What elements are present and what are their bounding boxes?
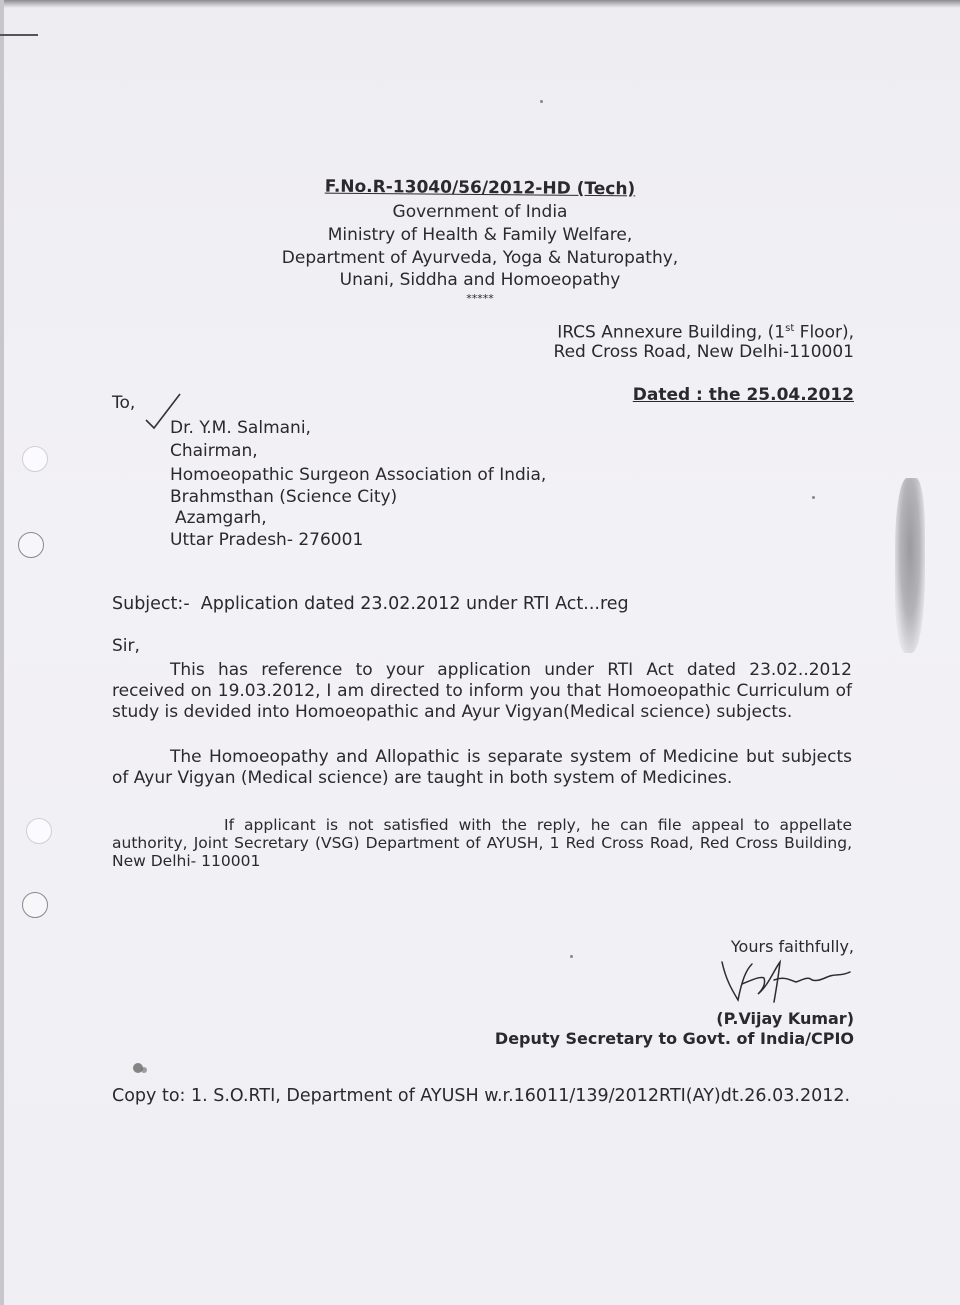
corner-mark bbox=[0, 34, 38, 36]
header-line-3: Department of Ayurveda, Yoga & Naturopathy, bbox=[281, 248, 679, 268]
punch-hole bbox=[26, 818, 52, 844]
file-number: F.No.R-13040/56/2012-HD (Tech) bbox=[324, 176, 636, 200]
subject-label: Subject:- bbox=[112, 594, 190, 614]
letter-date: Dated : the 25.04.2012 bbox=[632, 385, 854, 405]
copy-to: Copy to: 1. S.O.RTI, Department of AYUSH w.r.16011/139/2012RTI(AY)dt.26.03.2012. bbox=[112, 1086, 851, 1106]
recipient-line-1: Dr. Y.M. Salmani, bbox=[170, 418, 311, 438]
recipient-line-4: Brahmsthan (Science City) bbox=[170, 487, 398, 507]
body-paragraph-1: This has reference to your application under RTI Act dated 23.02..2012 received on 19.03.2012, I am directed to inform you that Homoeopathic Curriculum of study is devided into Homoeopathic and Ayur Vigyan(Medical science) subjects. bbox=[112, 660, 852, 722]
recipient-line-2: Chairman, bbox=[170, 441, 258, 461]
office-address-line1: IRCS Annexure Building, (1st Floor), bbox=[557, 322, 854, 343]
office-address-line2: Red Cross Road, New Delhi-110001 bbox=[553, 342, 854, 362]
body-paragraph-3: If applicant is not satisfied with the reply, he can file appeal to appellate authority, Joint Secretary (VSG) Department of AYUSH, 1 Red Cross Road, Red Cross Building, New Delhi- 110001 bbox=[112, 816, 852, 870]
body-paragraph-2: The Homoeopathy and Allopathic is separate system of Medicine but subjects of Ayur Vigyan (Medical science) are taught in both system of Medicines. bbox=[112, 747, 852, 788]
recipient-line-6: Uttar Pradesh- 276001 bbox=[170, 530, 364, 550]
recipient-line-3: Homoeopathic Surgeon Association of India, bbox=[170, 465, 547, 485]
ink-mark-icon bbox=[124, 1058, 156, 1082]
scan-top-edge bbox=[0, 0, 960, 8]
header-line-1: Government of India bbox=[392, 202, 568, 222]
subject-line bbox=[112, 594, 629, 615]
scan-smudge bbox=[895, 478, 925, 653]
header-line-4: Unani, Siddha and Homoeopathy bbox=[339, 270, 621, 290]
salutation: Sir, bbox=[112, 636, 140, 656]
subject-text: Application dated 23.02.2012 under RTI Act...reg bbox=[200, 594, 629, 614]
signatory-name: (P.Vijay Kumar) bbox=[716, 1009, 854, 1028]
punch-hole bbox=[22, 892, 48, 918]
scan-left-edge bbox=[0, 0, 4, 1305]
signatory-title: Deputy Secretary to Govt. of India/CPIO bbox=[494, 1029, 854, 1048]
punch-hole bbox=[22, 446, 48, 472]
header-stars: ***** bbox=[466, 292, 494, 305]
recipient-line-5: Azamgarh, bbox=[175, 508, 267, 528]
header-line-2: Ministry of Health & Family Welfare, bbox=[327, 225, 633, 245]
signature-icon bbox=[712, 950, 862, 1010]
closing: Yours faithfully, bbox=[730, 937, 854, 956]
to-label: To, bbox=[112, 393, 136, 413]
punch-hole bbox=[18, 532, 44, 558]
